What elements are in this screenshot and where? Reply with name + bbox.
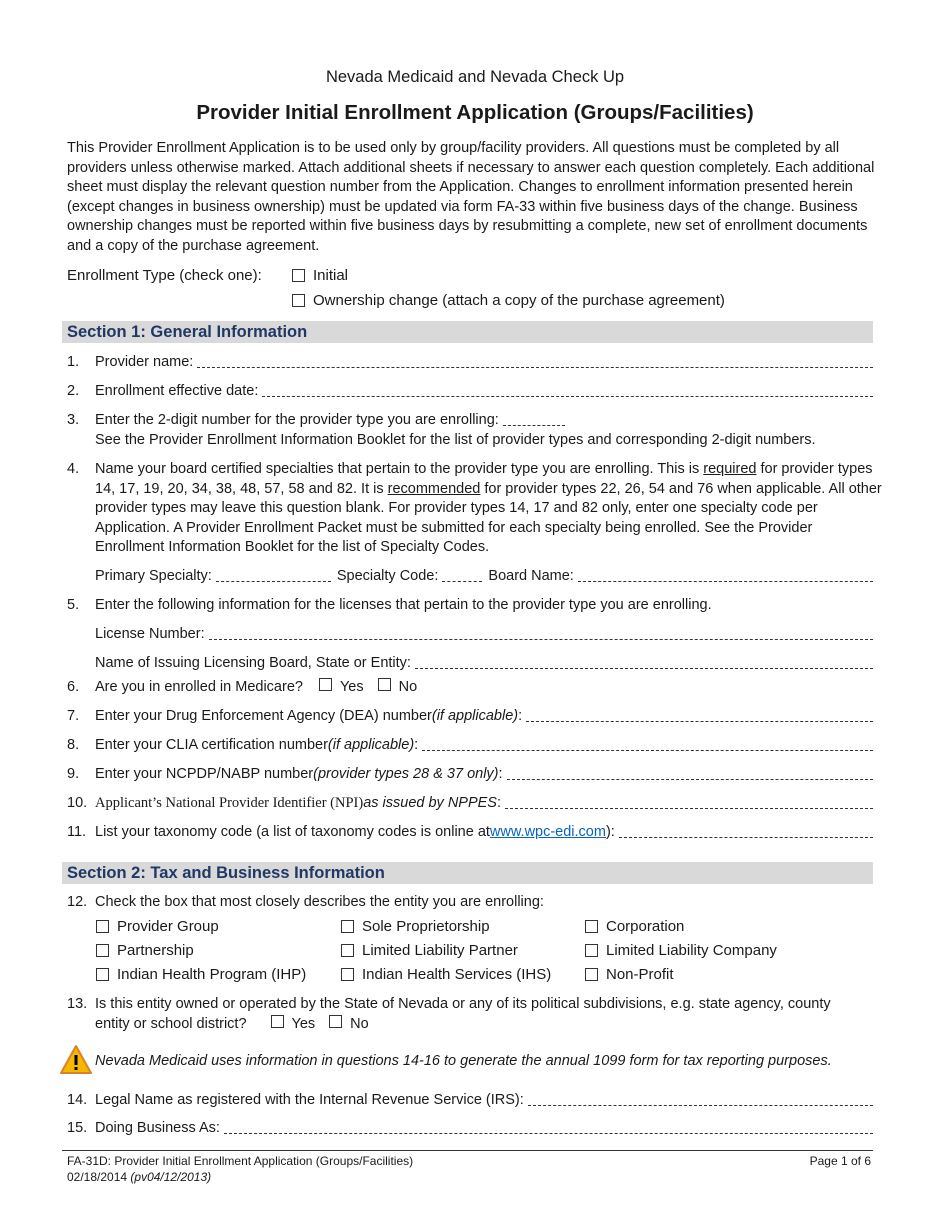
q5-licenses (67, 596, 873, 615)
checkbox[interactable] (585, 944, 598, 957)
entity-option[interactable] (96, 966, 306, 983)
entity-option[interactable] (341, 966, 551, 983)
enrollment-option-initial[interactable] (292, 267, 348, 284)
specialty-code-label: Specialty Code: (336, 568, 439, 584)
q7-dea: 7. Enter your Drug Enforcement Agency (DEA) number (if applicable) : (67, 707, 873, 726)
section-2-header: Section 2: Tax and Business Information (62, 862, 873, 884)
entity-option[interactable] (341, 942, 518, 959)
no-label: No (350, 1016, 369, 1032)
q-note: (if applicable) (431, 708, 519, 724)
state-owned-yes-checkbox[interactable] (271, 1015, 284, 1028)
q12-entity-type (67, 893, 873, 912)
footer-form-name: FA-31D: Provider Initial Enrollment Application (Groups/Facilities) (67, 1154, 414, 1168)
checkbox[interactable] (585, 968, 598, 981)
q-number: 5. (67, 597, 80, 613)
q6-medicare (67, 678, 873, 697)
q-label: List your taxonomy code (a list of taxonomy codes is online at (95, 824, 490, 840)
q-number: 11. (67, 824, 87, 840)
option-label: Partnership (117, 942, 194, 959)
q-number: 6. (67, 679, 80, 695)
option-label: Non-Profit (606, 966, 674, 983)
option-label: Indian Health Program (IHP) (117, 966, 307, 983)
board-name-label: Board Name: (488, 568, 574, 584)
option-label: Indian Health Services (IHS) (362, 966, 552, 983)
enrollment-option-ownership[interactable] (292, 292, 725, 309)
q-note: as issued by NPPES (363, 795, 497, 811)
option-label: Provider Group (117, 918, 219, 935)
primary-specialty-field[interactable] (216, 569, 331, 582)
entity-option[interactable] (341, 918, 490, 935)
footer-revision: (pv04/12/2013) (130, 1170, 212, 1184)
q9-ncpdp: 9. Enter your NCPDP/NABP number (provider types 28 & 37 only) : (67, 765, 873, 784)
page-number: Page 1 of 6 (809, 1154, 871, 1168)
q-label: Legal Name as registered with the Internal Revenue Service (IRS): (95, 1092, 524, 1108)
q-number: 10. (67, 795, 88, 811)
q-number: 1. (67, 354, 80, 370)
q-note: (if applicable) (327, 737, 415, 753)
checkbox[interactable] (585, 920, 598, 933)
q-label: entity or school district? (95, 1016, 247, 1032)
q-label: Provider name: (95, 354, 194, 370)
q-label: Applicant’s National Provider Identifier (NPI) (95, 795, 364, 811)
entity-option[interactable] (585, 918, 684, 935)
issuing-board-field[interactable] (415, 656, 873, 669)
specialty-code-field[interactable] (442, 569, 482, 582)
q13-line2 (95, 1015, 873, 1034)
q-number: 15. (67, 1120, 88, 1136)
primary-specialty-label: Primary Specialty: (95, 568, 212, 584)
license-number-field[interactable] (209, 627, 873, 640)
q2-effective-date (67, 382, 873, 401)
license-number-row (95, 625, 873, 644)
q-number: 9. (67, 766, 80, 782)
warning-icon (60, 1044, 92, 1080)
q-label: Enter the 2-digit number for the provider type you are enrolling: (95, 412, 499, 428)
npi-field[interactable] (505, 796, 873, 809)
option-label: Initial (313, 267, 349, 284)
option-label: Ownership change (attach a copy of the purchase agreement) (313, 292, 725, 309)
q10-npi: 10. Applicant’s National Provider Identifier (NPI) as issued by NPPES : (67, 794, 873, 813)
q-label: Enter the following information for the licenses that pertain to the provider type you are enrolling. (95, 597, 712, 613)
q-number: 4. (67, 461, 80, 477)
entity-option[interactable] (585, 966, 674, 983)
q13-state-owned (67, 995, 873, 1014)
footer-divider (62, 1150, 873, 1151)
q-number: 3. (67, 412, 80, 428)
form-subtitle: Nevada Medicaid and Nevada Check Up (325, 68, 625, 86)
yes-label: Yes (291, 1016, 316, 1032)
issuing-board-label: Name of Issuing Licensing Board, State or Entity: (95, 655, 411, 671)
q-number: 14. (67, 1092, 88, 1108)
checkbox[interactable] (96, 944, 109, 957)
q-label: Enter your CLIA certification number (95, 737, 328, 753)
q14-legal-name (67, 1091, 873, 1110)
taxonomy-field[interactable] (619, 825, 873, 838)
q3-provider-type (67, 411, 873, 430)
q-label: Enter your NCPDP/NABP number (95, 766, 314, 782)
issuing-board-row (95, 654, 873, 673)
footer-date: 02/18/2014 (67, 1170, 131, 1184)
q-label: Enter your Drug Enforcement Agency (DEA) number (95, 708, 432, 724)
q-number: 13. (67, 996, 88, 1012)
checkbox[interactable] (96, 920, 109, 933)
section-1-header: Section 1: General Information (62, 321, 873, 343)
license-number-label: License Number: (95, 626, 205, 642)
option-label: Limited Liability Company (606, 942, 777, 959)
checkbox[interactable] (341, 968, 354, 981)
checkbox[interactable] (96, 968, 109, 981)
q-label: Is this entity owned or operated by the State of Nevada or any of its political subdivisions, e.g. state agency, county (95, 996, 831, 1012)
yes-label: Yes (339, 679, 364, 695)
q-number: 7. (67, 708, 80, 724)
q4-text: Name your board certified specialties that pertain to the provider type you are enrolling. This is required for provider types 14, 17, 19, 20, 34, 38, 48, 57, 58 and 82. It is recommended for provider types 22, 26, 54 and 76 when applicable. All other provider types may leave this question blank. For provider types 14, 17 and 82 only, enter one specialty code per Application. A Provider Enrollment Packet must be submitted for each specialty being enrolled. See the Provider Enrollment Information Booklet for the list of Specialty Codes. (95, 461, 882, 556)
q8-clia: 8. Enter your CLIA certification number (if applicable) : (67, 736, 873, 755)
option-label: Corporation (606, 918, 685, 935)
q-note: (provider types 28 & 37 only) (313, 766, 499, 782)
wpc-edi-link[interactable]: www.wpc-edi.com (489, 824, 606, 840)
enrollment-type-label: Enrollment Type (check one): (67, 267, 262, 284)
clia-field[interactable] (422, 738, 873, 751)
q-label: Doing Business As: (95, 1120, 220, 1136)
option-label: Limited Liability Partner (362, 942, 518, 959)
dea-field[interactable] (526, 709, 873, 722)
entity-option[interactable] (96, 942, 194, 959)
ncpdp-field[interactable] (507, 767, 873, 780)
checkbox[interactable] (341, 920, 354, 933)
intro-paragraph: This Provider Enrollment Application is to be used only by group/facility providers. All questions must be completed by all providers unless otherwise marked. Attach additional sheets if necessary to answer each question completely. Each additional sheet must display the relevant question number from the Application. Changes to enrollment information presented herein (except changes in business ownership) must be updated via form FA-33 within five business days of the change. Business ownership changes must be reported within five business days by resubmitting a complete, new set of enrollment documents and a copy of the purchase agreement. (67, 140, 875, 254)
provider-name-field[interactable] (197, 355, 873, 368)
entity-option[interactable] (96, 918, 219, 935)
q15-dba (67, 1119, 873, 1138)
q11-taxonomy: 11. List your taxonomy code (a list of taxonomy codes is online at www.wpc-edi.com ): (67, 823, 873, 842)
checkbox[interactable] (341, 944, 354, 957)
q3-note: See the Provider Enrollment Information Booklet for the list of provider types and corresponding 2-digit numbers. (95, 432, 816, 448)
q-label: Check the box that most closely describes the entity you are enrolling: (95, 894, 544, 910)
dba-field[interactable] (224, 1121, 873, 1134)
q4-specialty-row (95, 567, 873, 586)
legal-name-field[interactable] (528, 1093, 873, 1106)
q-number: 12. (67, 894, 88, 910)
tax-warning-text: Nevada Medicaid uses information in questions 14-16 to generate the annual 1099 form for tax reporting purposes. (95, 1053, 832, 1069)
board-name-field[interactable] (578, 569, 873, 582)
no-label: No (398, 679, 418, 695)
form-title: Provider Initial Enrollment Application (Groups/Facilities) (196, 101, 754, 124)
provider-type-field[interactable] (503, 413, 565, 426)
state-owned-no-checkbox[interactable] (329, 1015, 342, 1028)
entity-option[interactable] (585, 942, 777, 959)
q-number: 8. (67, 737, 80, 753)
footer-form-info (67, 1153, 413, 1185)
q1-provider-name (67, 353, 873, 372)
medicare-yes-checkbox[interactable] (319, 678, 332, 691)
option-label: Sole Proprietorship (362, 918, 490, 935)
q-number: 2. (67, 383, 80, 399)
effective-date-field[interactable] (262, 384, 873, 397)
checkbox[interactable] (292, 294, 305, 307)
q-label: Are you in enrolled in Medicare? (95, 679, 303, 695)
checkbox[interactable] (292, 269, 305, 282)
medicare-no-checkbox[interactable] (378, 678, 391, 691)
q-label: Enrollment effective date: (95, 383, 259, 399)
